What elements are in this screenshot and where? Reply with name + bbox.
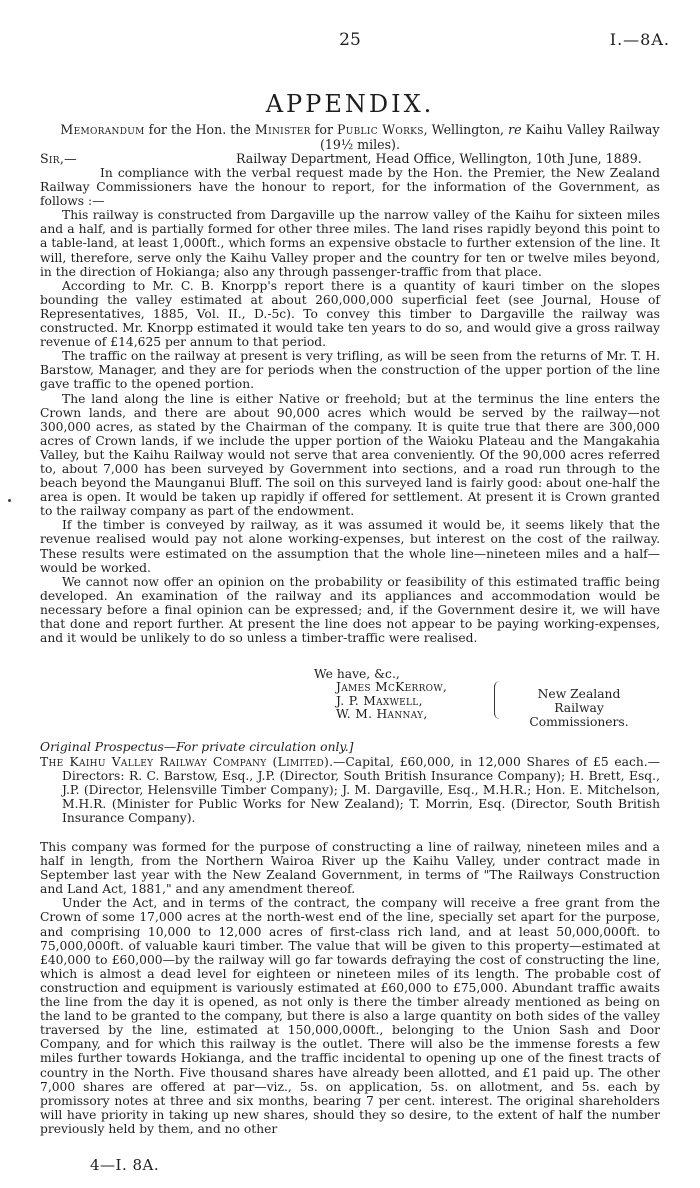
paragraph: According to Mr. C. B. Knorpp's report there is a quantity of kauri timber on the slopes bounding the valley estimated at about 260,000,000 superficial feet (see Journal, House of Representatives, 1885, Vol. II., D.-5c). To convey this timber to Dargaville the railway was constructed. Mr. Knorpp estimated it would take ten years to do so, and would give a gross railway revenue of £14,625 per annum to that period. [40,278,660,350]
closing: We have, &c., [314,667,400,681]
paragraph: This company was formed for the purpose of constructing a line of railway, nineteen miles and a half in length, from the Northern Wairoa River up the Kaihu Valley, under contract made in September last year with the New Zealand Government, in terms of "The Railways Construction and Land Act, 1881," and any amendment thereof. [40,840,660,897]
signatory: W. M. Hannay, [336,707,428,721]
letter-dateline: Railway Department, Head Office, Wellington, 10th June, 1889. [236,151,642,166]
memorandum-heading: Memorandum for the Hon. the Minister for Public Works, Wellington, re Kaihu Valley Railway (19½ miles). [60,122,660,153]
signature-block [40,667,660,729]
paragraph: In compliance with the verbal request made by the Hon. the Premier, the New Zealand Railway Commissioners have the honour to report, for the information of the Government, as follows :— [40,166,660,209]
paragraph: This railway is constructed from Dargaville up the narrow valley of the Kaihu for sixteen miles and a half, and is partially formed for other three miles. The land rises rapidly beyond this point to a table-land, at least 1,000ft., which forms an expensive obstacle to further extension of the line. It will, therefore, serve only the Kaihu Valley proper and the country for ten or twelve miles beyond, in the direction of Hokianga; also any through passenger-traffic from that place. [40,208,660,279]
paragraph: We cannot now offer an opinion on the probability or feasibility of this estimated traffic being developed. An examination of the railway and its appliances and accommodation would be necessary before a final opinion can be expressed; and, if the Government desire it, we will have that done and report further. At present the line does not appear to be paying working-expenses, and it would be unlikely to do so unless a timber-traffic were realised. [40,574,660,646]
letter-body [40,166,660,645]
signatory: James McKerrow, [336,680,448,694]
prospectus-heading [40,755,660,825]
prospectus-note: Original Prospectus—For private circulation only.] [40,740,354,754]
page-number: 25 [339,30,361,50]
commission-title: New Zealand Railway Commissioners. [529,687,629,729]
company-directors: .—Capital, £60,000, in 12,000 Shares of £5 each.—Directors: R. C. Barstow, Esq., J.P. (Director, South British Insurance Company); H. Brett, Esq., J.P. (Director, Helensville Timber Company); J. M. Dargaville, Esq., M.H.R.; Hon. E. Mitchelson, M.H.R. (Minister for Public Works for New Zealand); T. Morrin, Esq. (Director, South British Insurance Company). [62,755,660,826]
salutation-line [40,151,660,167]
prospectus-body [40,840,660,1136]
signatory-names [336,681,447,722]
ink-dot [8,499,11,502]
page-title: APPENDIX. [265,90,435,118]
document-reference: I.—8A. [609,30,670,49]
company-name: The Kaihu Valley Railway Company (Limited) [40,755,330,769]
paragraph: The traffic on the railway at present is very trifling, as will be seen from the returns of Mr. T. H. Barstow, Manager, and they are for periods when the construction of the upper portion of the line gave traffic to the opened portion. [40,349,660,392]
paragraph: Under the Act, and in terms of the contract, the company will receive a free grant from the Crown of some 17,000 acres at the north-west end of the line, specially set apart for the purpose, and comprising 10,000 to 12,000 acres of first-class rich land, and at least 50,000,000ft. to 75,000,000ft. of valuable kauri timber. The value that will be given to this property—estimated at £40,000 to £60,000—by the railway will go far towards defraying the cost of constructing the line, which is almost a dead level for eighteen or nineteen miles of its length. The probable cost of construction and equipment is variously estimated at £60,000 to £75,000. Abundant traffic awaits the line from the day it is opened, as not only is there the timber already mentioned as being on the land to be granted to the company, but there is also a large quantity on both sides of the valley traversed by the line, estimated at 150,000,000ft., belonging to the Union Sash and Door Company, and for which this railway is the outlet. There will also be the immense forests a few miles further towards Hokianga, and the traffic incidental to opening up one of the finest tracts of country in the North. Five thousand shares have already been allotted, and £1 paid up. The other 7,000 shares are offered at par—viz., 5s. on application, 5s. on allotment, and 5s. each by promissory notes at three and six months, bearing 7 per cent. interest. The original shareholders will have priority in taking up new shares, should they so desire, to the extent of half the number previously held by them, and no other [40,896,660,1136]
salutation: Sir,— [40,151,78,166]
page-footer: 4—I. 8A. [90,1156,160,1174]
paragraph: The land along the line is either Native or freehold; but at the terminus the line enters the Crown lands, and there are about 90,000 acres which would be served by the railway—not 300,000 acres, as stated by the Chairman of the company. It is quite true that there are 300,000 acres of Crown lands, if we include the upper portion of the Waioku Plateau and the Mangakahia Valley, but the Kaihu Railway would not serve that area conveniently. Of the 90,000 acres referred to, about 7,000 has been surveyed by Government into sections, and a road run through to the beach beyond the Maunganui Bluff. The soil on this surveyed land is fairly good: about one-half the area is open. It would be taken up rapidly if offered for settlement. At present it is Crown granted to the railway company as part of the endowment. [40,391,660,519]
signatory: J. P. Maxwell, [336,693,423,708]
brace-divider [494,681,503,719]
page-header [0,30,700,54]
paragraph: If the timber is conveyed by railway, as it was assumed it would be, it seems likely that the revenue realised would pay not alone working-expenses, but interest on the cost of the railway. These results were estimated on the assumption that the whole line—nineteen miles and a half—would be worked. [40,518,660,575]
